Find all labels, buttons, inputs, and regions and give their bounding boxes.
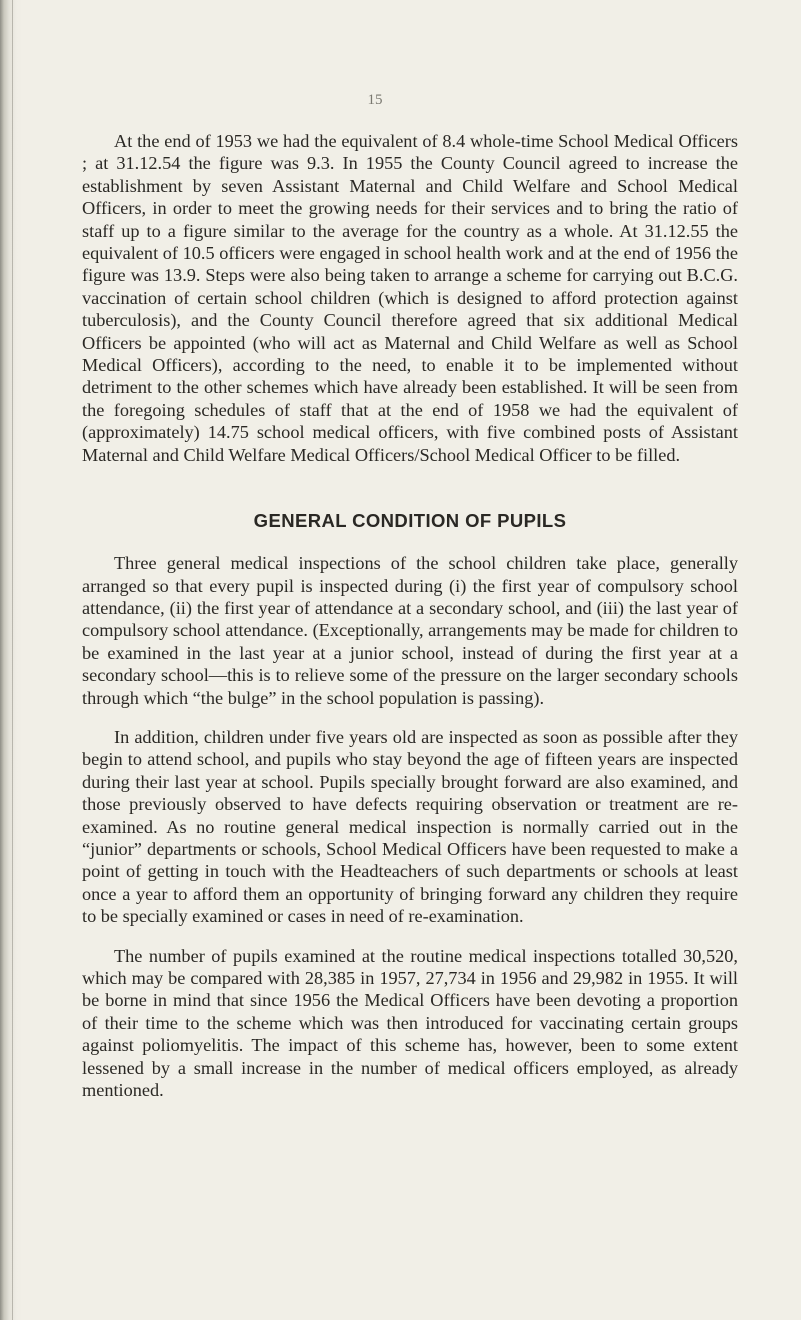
paragraph-staffing: At the end of 1953 we had the equivalent of 8.4 whole-time School Medical Officers ; at 31.12.54 the figure was 9.3. In 1955 the County Council agreed to increase the establishment by seven Assistant Maternal and Child Welfare and School Medical Officers, in order to meet the growing needs for their services and to bring the ratio of staff up to a figure similar to the average for the country as a whole. At 31.12.55 the equivalent of 10.5 officers were engaged in school health work and at the end of 1956 the figure was 13.9. Steps were also being taken to arrange a scheme for carrying out B.C.G. vaccination of certain school children (which is designed to afford protection against tuberculosis), and the County Council therefore agreed that six additional Medical Officers be appointed (who will act as Maternal and Child Welfare as well as School Medical Officers), according to the need, to enable it to be implemented without detriment to the other schemes which have already been established. It will be seen from the foregoing schedules of staff that at the end of 1958 we had the equivalent of (approximately) 14.75 school medical officers, with five combined posts of Assistant Maternal and Child Welfare Medical Officers/School Medical Officer to be filled. [82, 131, 738, 465]
paragraph-additional-inspections: In addition, children under five years old are inspected as soon as possible after they begin to attend school, and pupils who stay beyond the age of fifteen years are inspected during their last year at school. Pupils specially brought forward are also examined, and those previously observed to have defects requiring observation or treatment are re-examined. As no routine general medical inspection is normally carried out in the “junior” departments or schools, School Medical Officers have been requested to make a point of getting in touch with the Headteachers of such departments or schools at least once a year to afford them an opportunity of bringing forward any children they require to be specially examined or cases in need of re-examination. [82, 726, 738, 927]
paragraph-pupil-numbers: The number of pupils examined at the routine medical inspections totalled 30,520, which may be compared with 28,385 in 1957, 27,734 in 1956 and 29,982 in 1955. It will be borne in mind that since 1956 the Medical Officers have been devoting a proportion of their time to the scheme which was then introduced for vaccinating certain groups against poliomyelitis. The impact of this scheme has, however, been to some extent lessened by a small increase in the number of medical officers employed, as already mentioned. [82, 945, 738, 1101]
section-heading: GENERAL CONDITION OF PUPILS [253, 510, 567, 532]
page-number: 15 [367, 92, 383, 108]
document-body [82, 130, 738, 1118]
page-binding-edge [0, 0, 22, 1320]
paragraph-inspections: Three general medical inspections of the school children take place, generally arranged so that every pupil is inspected during (i) the first year of compulsory school attendance, (ii) the first year of attendance at a secondary school, and (iii) the last year of compulsory school attendance. (Exceptionally, arrangements may be made for children to be examined in the last year at a junior school, instead of during the first year at a secondary school—this is to relieve some of the pressure on the larger secondary schools through which “the bulge” in the school population is passing). [82, 553, 738, 708]
page-binding-line [12, 0, 13, 1320]
